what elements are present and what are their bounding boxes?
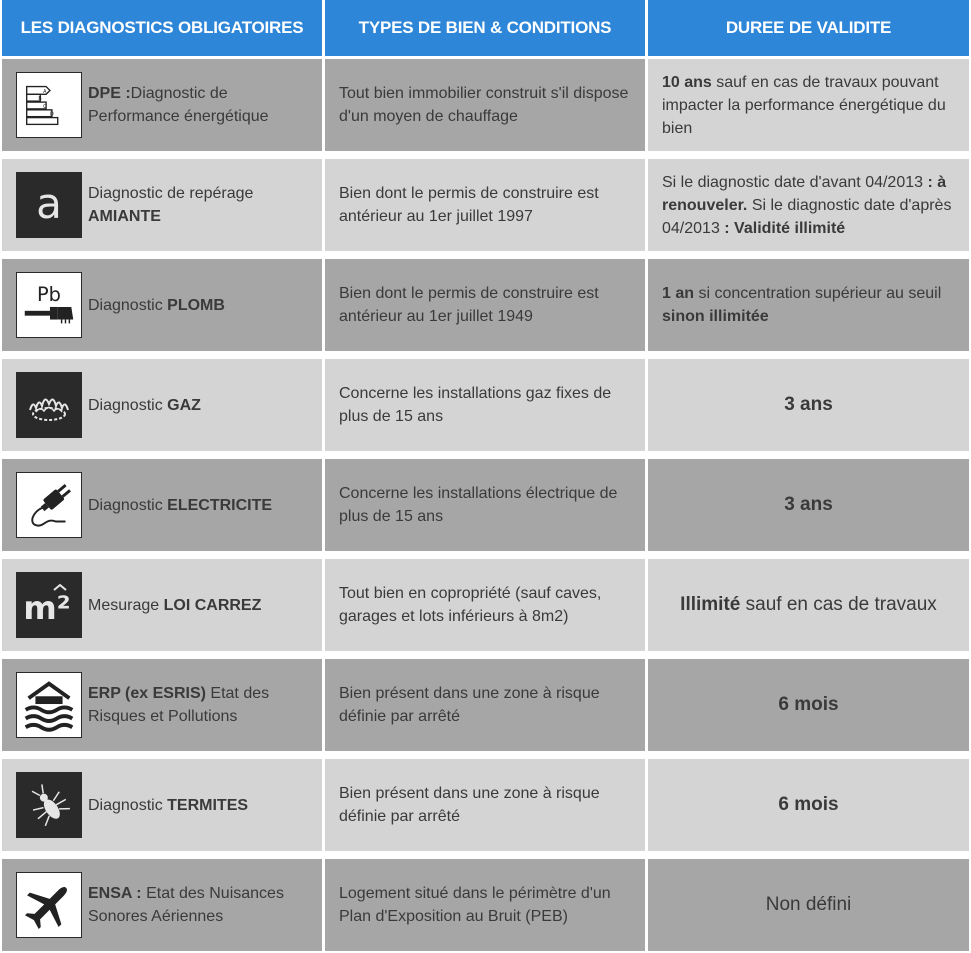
validity-cell <box>648 359 969 451</box>
conditions-cell <box>325 259 645 351</box>
column-header-conditions <box>325 0 645 56</box>
validity-text: 10 ans sauf en cas de travaux pouvant impacter la performance énergétique du bien <box>662 73 946 137</box>
table-row-loi-carrez-name <box>2 559 322 651</box>
termite-icon <box>16 772 82 838</box>
table-row-electricite-name <box>2 459 322 551</box>
diagnostic-name: ENSA : Etat des Nuisances Sonores Aériennes <box>88 885 284 925</box>
diagnostic-name: Diagnostic de repérage AMIANTE <box>88 185 254 225</box>
conditions-cell <box>325 859 645 951</box>
header-label: TYPES DE BIEN & CONDITIONS <box>358 18 612 37</box>
conditions-text: Bien présent dans une zone à risque définie par arrêté <box>339 685 600 725</box>
validity-text: 3 ans <box>784 394 833 415</box>
conditions-text: Logement situé dans le périmètre d'un Plan d'Exposition au Bruit (PEB) <box>339 885 611 925</box>
validity-text: Si le diagnostic date d'avant 04/2013 : à renouveler. Si le diagnostic date d'après 04/2013 : Validité illimité <box>662 173 952 237</box>
validity-text: 1 an si concentration supérieur au seuil sinon illimitée <box>662 285 942 325</box>
conditions-text: Tout bien en copropriété (sauf caves, garages et lots inférieurs à 8m2) <box>339 585 602 625</box>
validity-cell <box>648 259 969 351</box>
conditions-text: Bien dont le permis de construire est antérieur au 1er juillet 1997 <box>339 185 599 225</box>
validity-cell <box>648 859 969 951</box>
table-row-gaz-name <box>2 359 322 451</box>
svg-text:a: a <box>36 179 62 228</box>
conditions-text: Concerne les installations électrique de plus de 15 ans <box>339 485 618 525</box>
svg-text:C: C <box>43 104 47 110</box>
diagnostic-name: Mesurage LOI CARREZ <box>88 596 262 614</box>
conditions-cell <box>325 659 645 751</box>
diagnostic-name: Diagnostic ELECTRICITE <box>88 496 273 514</box>
asbestos-icon <box>16 172 82 238</box>
svg-text:D: D <box>49 112 54 118</box>
table-row-plomb-name <box>2 259 322 351</box>
electric-plug-icon <box>16 472 82 538</box>
conditions-cell <box>325 759 645 851</box>
svg-text:Pb: Pb <box>37 283 61 307</box>
diagnostic-name: Diagnostic TERMITES <box>88 796 249 814</box>
diagnostic-name: Diagnostic GAZ <box>88 396 201 414</box>
validity-cell <box>648 559 969 651</box>
conditions-cell <box>325 359 645 451</box>
airplane-icon <box>16 872 82 938</box>
header-label: DUREE DE VALIDITE <box>725 18 892 37</box>
column-header-validity <box>648 0 969 56</box>
conditions-cell <box>325 159 645 251</box>
square-meter-icon <box>16 572 82 638</box>
table-row-erp-name <box>2 659 322 751</box>
conditions-text: Tout bien immobilier construit s'il dispose d'un moyen de chauffage <box>339 85 629 125</box>
header-label: LES DIAGNOSTICS OBLIGATOIRES <box>20 18 304 37</box>
validity-text: 3 ans <box>784 494 833 515</box>
validity-cell <box>648 759 969 851</box>
conditions-cell <box>325 559 645 651</box>
lead-paint-brush-icon <box>16 272 82 338</box>
validity-text: 6 mois <box>778 694 839 715</box>
svg-text:m²: m² <box>23 589 71 627</box>
validity-cell <box>648 159 969 251</box>
table-row-amiante-name <box>2 159 322 251</box>
validity-cell <box>648 459 969 551</box>
conditions-text: Concerne les installations gaz fixes de plus de 15 ans <box>339 385 612 425</box>
table-row-dpe-name <box>2 59 322 151</box>
validity-cell <box>648 659 969 751</box>
conditions-text: Bien dont le permis de construire est antérieur au 1er juillet 1949 <box>339 285 599 325</box>
conditions-cell <box>325 59 645 151</box>
energy-label-icon <box>16 72 82 138</box>
svg-text:B: B <box>38 97 42 103</box>
gas-burner-icon <box>16 372 82 438</box>
conditions-cell <box>325 459 645 551</box>
conditions-text: Bien présent dans une zone à risque définie par arrêté <box>339 785 600 825</box>
column-header-diagnostics <box>2 0 322 56</box>
diagnostic-name: DPE :Diagnostic de Performance énergétique <box>88 85 269 125</box>
validity-text: Illimité sauf en cas de travaux <box>680 594 937 615</box>
diagnostic-name: ERP (ex ESRIS) Etat des Risques et Pollutions <box>88 685 270 725</box>
validity-cell <box>648 59 969 151</box>
diagnostic-name: Diagnostic PLOMB <box>88 296 225 314</box>
validity-text: 6 mois <box>778 794 839 815</box>
validity-text: Non défini <box>765 894 852 915</box>
svg-text:A: A <box>43 89 47 95</box>
table-row-ensa-name <box>2 859 322 951</box>
house-flood-icon <box>16 672 82 738</box>
table-row-termites-name <box>2 759 322 851</box>
